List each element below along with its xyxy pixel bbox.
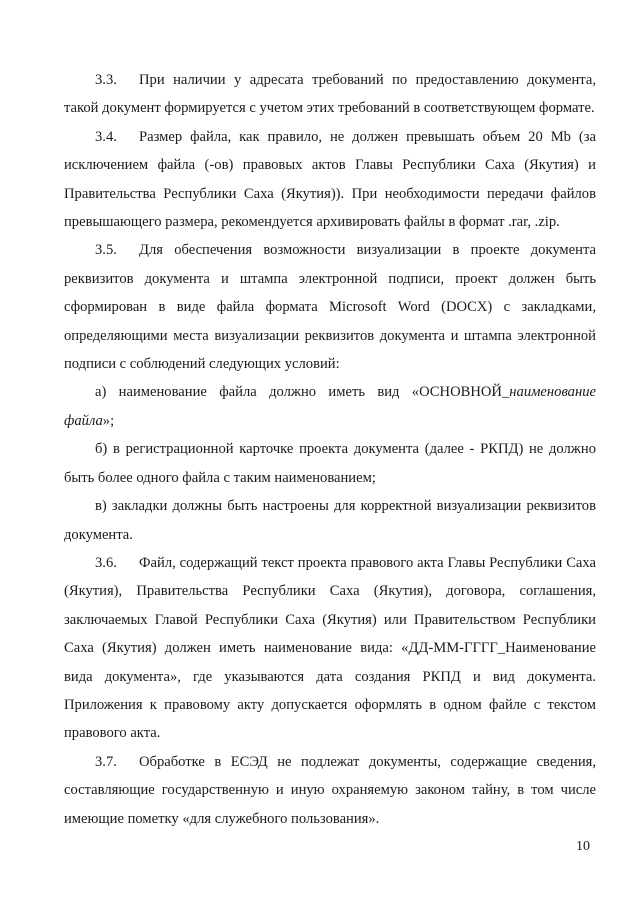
list-item-c xyxy=(64,492,596,549)
section-number: 3.7. xyxy=(95,753,117,770)
list-item-b xyxy=(64,435,596,492)
section-text: Размер файла, как правило, не должен превышать объем 20 Mb (за исключением файла (-ов) правовых актов Главы Республики Саха (Якутия) и Правительства Республики Саха (Якутия)). При необходимости передачи файлов превышающего размера, рекомендуется архивировать файлы в формат .rar, .zip. xyxy=(64,128,596,231)
list-item-a-suffix: »; xyxy=(102,412,115,429)
section-3-3 xyxy=(64,66,596,123)
section-number: 3.6. xyxy=(95,554,117,571)
section-number: 3.4. xyxy=(95,128,117,145)
list-item-a-italic: наименование файла xyxy=(64,384,596,429)
section-text: Обработке в ЕСЭД не подлежат документы, содержащие сведения, составляющие государственную и иную охраняемую законом тайну, в том числе имеющие пометку «для служебного пользования». xyxy=(64,753,596,827)
section-text: Для обеспечения возможности визуализации в проекте документа реквизитов документа и штампа электронной подписи, проект должен быть сформирован в виде файла формата Microsoft Word (DOCX) с закладками, определяющими места визуализации реквизитов документа и штампа электронной подписи с соблюдений следующих условий: xyxy=(64,242,596,373)
section-3-7 xyxy=(64,748,596,833)
page-body xyxy=(64,66,596,833)
section-3-4 xyxy=(64,123,596,237)
section-text: Файл, содержащий текст проекта правового акта Главы Республики Саха (Якутия), Правительства Республики Саха (Якутия), договора, соглашения, заключаемых Главой Республики Саха (Якутия) или Правительством Республики Саха (Якутия) должен иметь наименование вида: «ДД-ММ-ГГГГ_Наименование вида документа», где указываются дата создания РКПД и вид документа. Приложения к правовому акту допускается оформлять в одном файле с текстом правового акта. xyxy=(64,554,596,742)
section-number: 3.5. xyxy=(95,242,117,259)
section-3-5 xyxy=(64,236,596,378)
list-item-c-text: в) закладки должны быть настроены для корректной визуализации реквизитов документа. xyxy=(64,498,596,543)
list-item-b-text: б) в регистрационной карточке проекта документа (далее - РКПД) не должно быть более одного файла с таким наименованием; xyxy=(64,441,596,486)
list-item-a xyxy=(64,378,596,435)
section-number: 3.3. xyxy=(95,72,117,88)
page-number: 10 xyxy=(576,839,590,854)
section-text: При наличии у адресата требований по предоставлению документа, такой документ формируется с учетом этих требований в соответствующем формате. xyxy=(64,72,596,117)
section-3-6 xyxy=(64,549,596,748)
list-item-a-prefix: а) наименование файла должно иметь вид «ОСНОВНОЙ_ xyxy=(95,384,510,401)
